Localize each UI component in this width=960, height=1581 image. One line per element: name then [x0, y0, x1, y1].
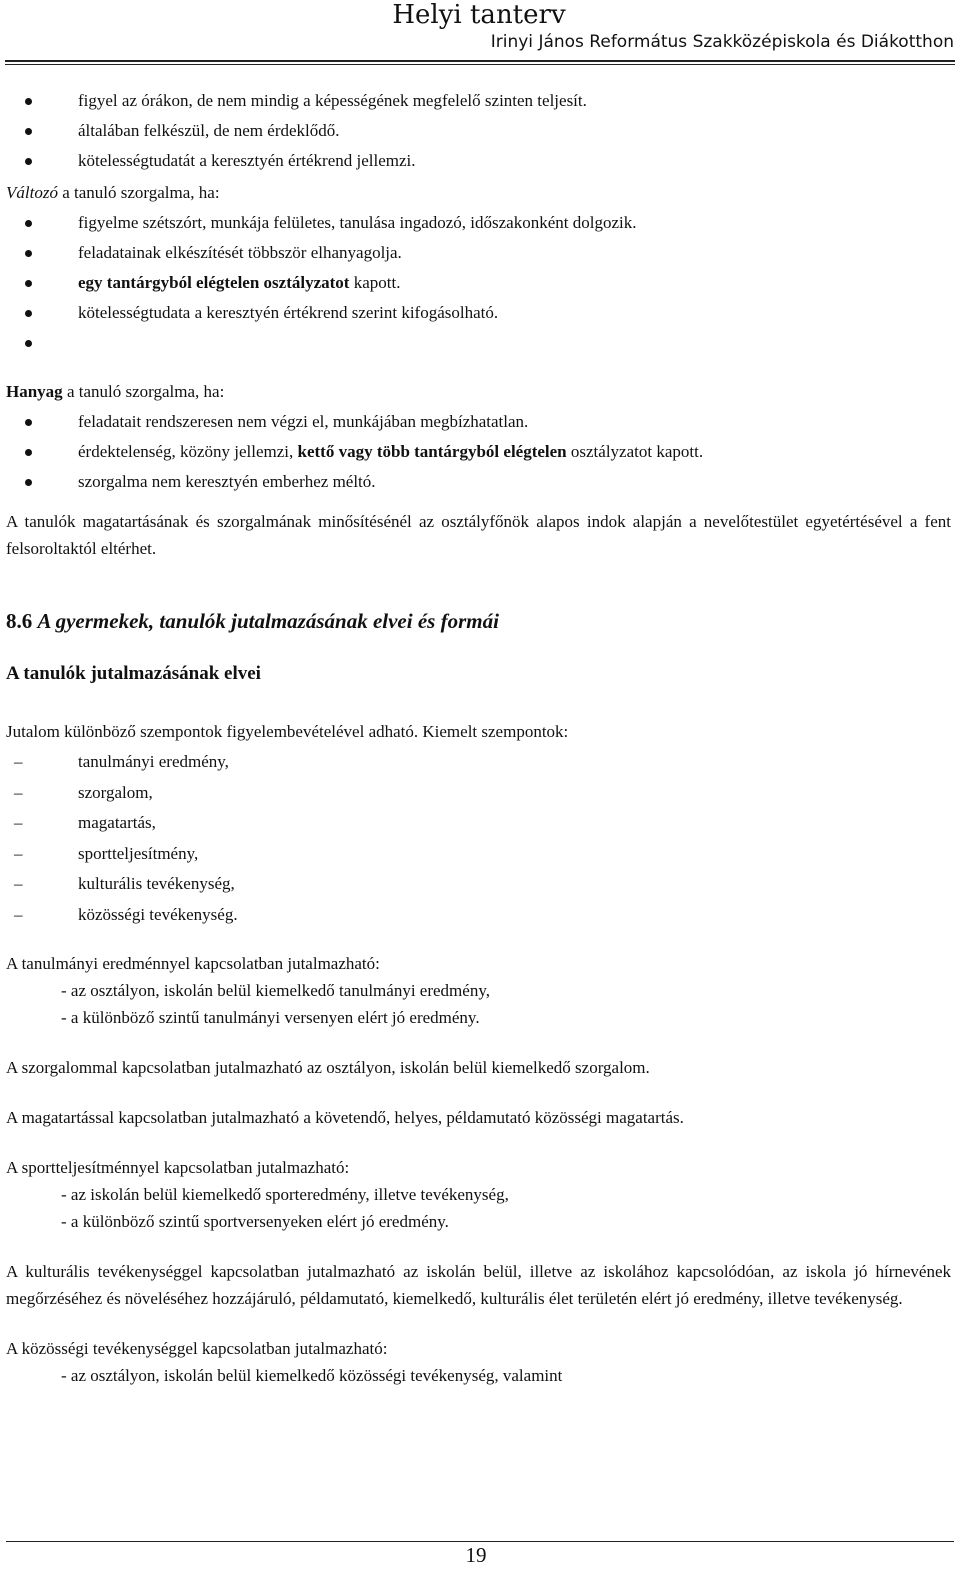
list-item: – sportteljesítmény, — [6, 839, 951, 870]
page-number: 19 — [465, 1543, 487, 1567]
header-rule — [5, 60, 955, 62]
list-item: – szorgalom, — [6, 778, 951, 809]
bullet-icon — [25, 128, 32, 135]
bullet-icon — [25, 280, 32, 287]
paragraph-magatartas: A magatartással kapcsolatban jutalmazható a követendő, helyes, példamutató közösségi magatartás. — [6, 1108, 684, 1127]
bullet-icon — [25, 449, 32, 456]
section-heading: 8.6 A gyermekek, tanulók jutalmazásának elvei és formái — [6, 609, 499, 633]
tanulmanyi-intro: A tanulmányi eredménnyel kapcsolatban jutalmazható: — [6, 954, 380, 973]
footer-rule — [6, 1541, 954, 1542]
header-title: Helyi tanterv — [392, 0, 566, 30]
sport-intro: A sportteljesítménnyel kapcsolatban jutalmazható: — [6, 1158, 350, 1177]
valtozo-heading: Változó a tanuló szorgalma, ha: — [6, 183, 220, 202]
bullet-icon — [25, 158, 32, 165]
list-item: – közösségi tevékenység. — [6, 900, 951, 931]
document-body — [6, 86, 951, 1389]
list-item: - a különböző szintű tanulmányi versenyen elért jó eredmény. — [61, 1008, 480, 1027]
list-item: általában felkészül, de nem érdeklődő. — [6, 116, 951, 146]
list-item: - az iskolán belül kiemelkedő sporteredmény, illetve tevékenység, — [61, 1185, 509, 1204]
page-header — [194, 0, 954, 52]
dash-icon: – — [14, 874, 23, 893]
bullet-icon — [25, 310, 32, 317]
subsection-heading: A tanulók jutalmazásának elvei — [6, 663, 261, 684]
list-item: – tanulmányi eredmény, — [6, 747, 951, 778]
list-item: – kulturális tevékenység, — [6, 869, 951, 900]
dash-icon: – — [14, 843, 23, 863]
list-item: – magatartás, — [6, 808, 951, 839]
header-school-name: Irinyi János Református Szakközépiskola és Diákotthon — [490, 32, 954, 52]
header-rule-thin — [5, 64, 955, 65]
dash-icon: – — [14, 904, 23, 924]
list-item: figyel az órákon, de nem mindig a képességének megfelelő szinten teljesít. — [6, 86, 951, 116]
hanyag-heading: Hanyag a tanuló szorgalma, ha: — [6, 382, 225, 401]
paragraph-kulturalis: A kulturális tevékenységgel kapcsolatban jutalmazható az iskolán belül, illetve az iskolához kapcsolódóan, az iskola jó hírnevének megőrzéséhez és növeléséhez hozzájáruló, példamutató, kiemelkedő, kulturális élet területén elért jó eredmény, illetve tevékenység. — [6, 1262, 951, 1308]
kozossegi-intro: A közösségi tevékenységgel kapcsolatban jutalmazható: — [6, 1339, 388, 1358]
list-item: kötelességtudatát a keresztyén értékrend jellemzi. — [6, 146, 951, 176]
bullet-icon — [25, 419, 32, 426]
bullet-icon — [25, 98, 32, 105]
list-item: - az osztályon, iskolán belül kiemelkedő közösségi tevékenység, valamint — [61, 1366, 563, 1385]
bullet-icon — [25, 479, 32, 486]
list-item: szorgalma nem keresztyén emberhez méltó. — [6, 467, 951, 497]
list-item: érdektelenség, közöny jellemzi, kettő vagy több tantárgyból elégtelen osztályzatot kapott. — [6, 437, 951, 467]
list-item: - az osztályon, iskolán belül kiemelkedő tanulmányi eredmény, — [61, 981, 490, 1000]
paragraph-minosites: A tanulók magatartásának és szorgalmának minősítésénél az osztályfőnök alapos indok alapján a nevelőtestület egyetértésével a fent felsoroltaktól eltérhet. — [6, 512, 951, 558]
dash-icon: – — [14, 752, 23, 771]
dash-icon: – — [14, 782, 23, 802]
list-item: - a különböző szintű sportversenyeken elért jó eredmény. — [61, 1212, 449, 1231]
bullet-icon — [25, 250, 32, 257]
dash-icon: – — [14, 813, 23, 832]
list-item: kötelességtudata a keresztyén értékrend szerint kifogásolható. — [6, 298, 951, 328]
list-item: egy tantárgyból elégtelen osztályzatot kapott. — [6, 268, 951, 298]
list-item: feladatainak elkészítését többször elhanyagolja. — [6, 238, 951, 268]
jutalom-intro: Jutalom különböző szempontok figyelembevételével adható. Kiemelt szempontok: — [6, 722, 569, 741]
bullet-icon — [25, 220, 32, 227]
paragraph-szorgalom: A szorgalommal kapcsolatban jutalmazható az osztályon, iskolán belül kiemelkedő szorgalom. — [6, 1058, 650, 1077]
list-item: feladatait rendszeresen nem végzi el, munkájában megbízhatatlan. — [6, 407, 951, 437]
list-item: figyelme szétszórt, munkája felületes, tanulása ingadozó, időszakonként dolgozik. — [6, 208, 951, 238]
list-item-empty — [6, 328, 951, 358]
bullet-icon — [25, 340, 32, 347]
